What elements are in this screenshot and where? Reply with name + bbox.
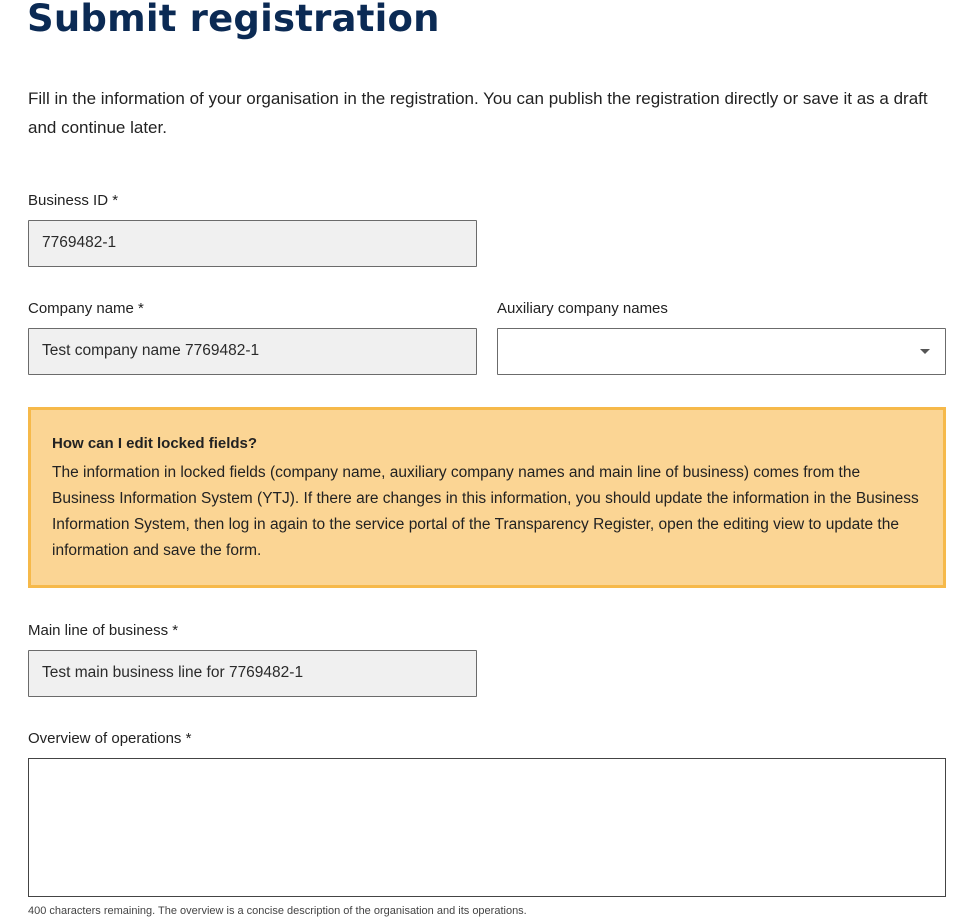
main-line-value: Test main business line for 7769482-1	[42, 664, 304, 681]
notice-text: The information in locked fields (company name, auxiliary company names and main line of business) comes from the Business Information System (YTJ). If there are changes in this information, you should update the information in the Business Information System, then log in again to the service portal of the Transparency Register, open the editing view to update the information and save the form.	[52, 464, 919, 559]
intro-text: Fill in the information of your organisation in the registration. You can publish the registration directly or save it as a draft and continue later.	[28, 89, 928, 137]
locked-fields-notice	[28, 407, 946, 588]
overview-hint: 400 characters remaining. The overview is a concise description of the organisation and its operations.	[28, 905, 527, 917]
auxiliary-names-label: Auxiliary company names	[497, 300, 668, 317]
overview-textarea[interactable]	[28, 758, 946, 897]
business-id-label: Business ID *	[28, 192, 119, 209]
page-title: Submit registration	[27, 0, 440, 40]
company-name-label: Company name *	[28, 300, 144, 317]
company-name-value: Test company name 7769482-1	[42, 342, 260, 359]
chevron-down-icon[interactable]	[920, 349, 930, 354]
main-line-label: Main line of business *	[28, 622, 179, 639]
main-line-field[interactable]	[28, 650, 477, 697]
auxiliary-names-select[interactable]	[497, 328, 946, 375]
business-id-value: 7769482-1	[42, 234, 117, 251]
business-id-field[interactable]	[28, 220, 477, 267]
notice-title: How can I edit locked fields?	[52, 435, 258, 452]
overview-label: Overview of operations *	[28, 730, 192, 747]
company-name-field[interactable]	[28, 328, 477, 375]
